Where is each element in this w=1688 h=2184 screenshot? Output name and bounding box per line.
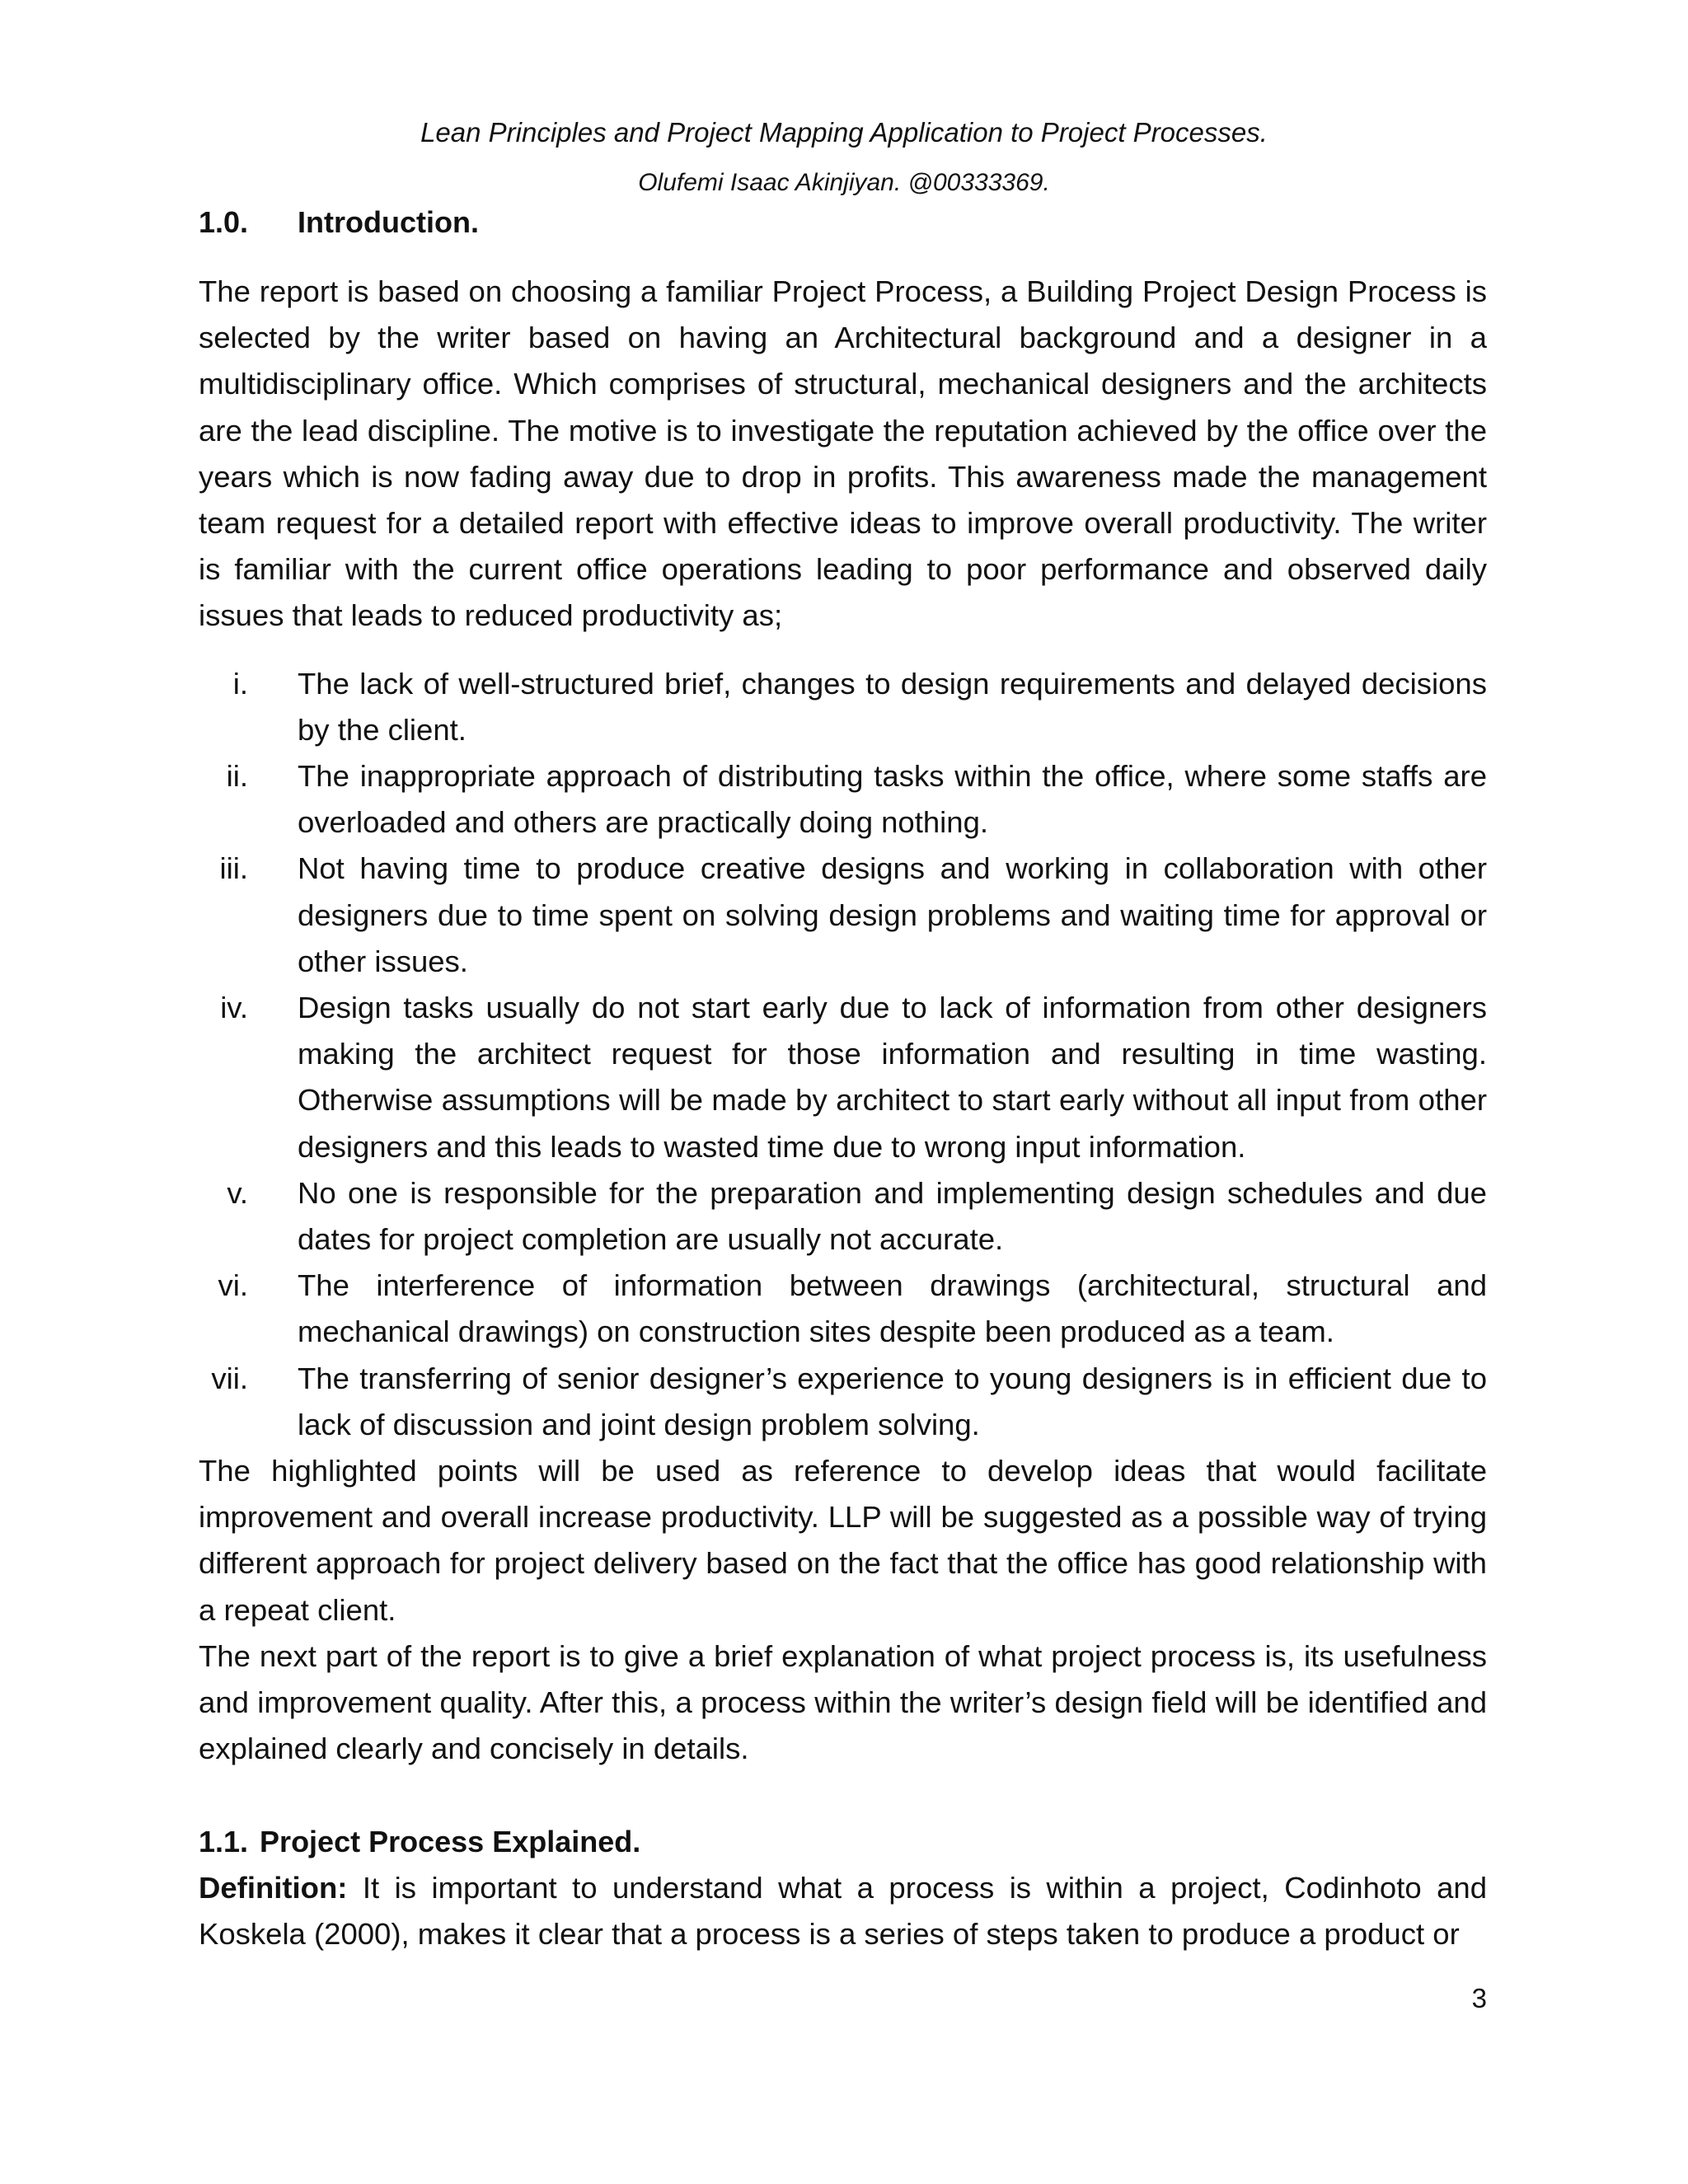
section-heading-project-process xyxy=(199,1819,1487,1865)
list-item-text: The interference of information between drawings (architectural, structural and mechanical drawings) on construction sites despite been produced as a team. xyxy=(298,1268,1487,1349)
list-item-text: The lack of well-structured brief, changes to design requirements and delayed decisions by the client. xyxy=(298,666,1487,747)
list-marker: vi. xyxy=(218,1268,248,1303)
list-marker: iii. xyxy=(219,851,248,886)
list-item xyxy=(199,753,1487,846)
next-part-paragraph: The next part of the report is to give a brief explanation of what project process is, its usefulness and improvement quality. After this, a process within the writer’s design field will be identified and explained clearly and concisely in details. xyxy=(199,1638,1487,1766)
list-marker: iv. xyxy=(220,991,248,1025)
list-item-text: The transferring of senior designer’s experience to young designers is in efficient due to lack of discussion and joint design problem solving. xyxy=(298,1361,1487,1441)
list-item-text: No one is responsible for the preparation and implementing design schedules and due dates for project completion are usually not accurate. xyxy=(298,1175,1487,1257)
definition-text: It is important to understand what a process is within a project, Codinhoto and Koskela (2000), makes it clear that a process is a series of steps taken to produce a product or xyxy=(199,1870,1487,1951)
running-header-author: Olufemi Isaac Akinjiyan. @00333369. xyxy=(638,169,1050,196)
list-marker: i. xyxy=(232,666,248,701)
list-marker: v. xyxy=(227,1175,248,1210)
definition-paragraph xyxy=(199,1865,1487,1957)
page-body xyxy=(199,201,1487,1957)
page-number: 3 xyxy=(1471,1983,1487,2013)
list-item-text: Not having time to produce creative designs and working in collaboration with other designers due to time spent on solving design problems and waiting time for approval or other issues. xyxy=(298,851,1487,978)
section-heading-introduction xyxy=(199,201,1487,244)
highlighted-points-paragraph: The highlighted points will be used as reference to develop ideas that would facilitate improvement and overall increase productivity. LLP will be suggested as a possible way of trying different approach for project delivery based on the fact that the office has good relationship with a repeat client. xyxy=(199,1454,1487,1627)
intro-paragraph: The report is based on choosing a familiar Project Process, a Building Project Design Process is selected by the writer based on having an Architectural background and a designer in a multidisciplinary office. Which comprises of structural, mechanical designers and the architects are the lead discipline. The motive is to investigate the reputation achieved by the office over the years which is now fading away due to drop in profits. This awareness made the management team request for a detailed report with effective ideas to improve overall productivity. The writer is familiar with the current office operations leading to poor performance and observed daily issues that leads to reduced productivity as; xyxy=(199,274,1487,633)
definition-label: Definition: xyxy=(199,1870,348,1905)
list-item xyxy=(199,985,1487,1170)
section-title: Project Process Explained. xyxy=(260,1824,641,1858)
list-item-text: The inappropriate approach of distributing tasks within the office, where some staffs are overloaded and others are practically doing nothing. xyxy=(298,759,1487,840)
section-number: 1.0. xyxy=(199,205,249,239)
section-title: Introduction. xyxy=(298,205,479,239)
section-number: 1.1. xyxy=(199,1824,249,1858)
list-item xyxy=(199,1263,1487,1355)
running-header-title: Lean Principles and Project Mapping Application to Project Processes. xyxy=(420,117,1268,148)
list-item xyxy=(199,846,1487,985)
issues-list xyxy=(199,661,1487,1448)
list-item xyxy=(199,1170,1487,1263)
list-item-text: Design tasks usually do not start early due to lack of information from other designers making the architect request for those information and resulting in time wasting. Otherwise assumptions will be made by architect to start early without all input from other designers and this leads to wasted time due to wrong input information. xyxy=(298,991,1487,1164)
list-marker: vii. xyxy=(211,1361,248,1395)
list-item xyxy=(199,1356,1487,1448)
list-item xyxy=(199,661,1487,753)
list-marker: ii. xyxy=(226,759,248,794)
